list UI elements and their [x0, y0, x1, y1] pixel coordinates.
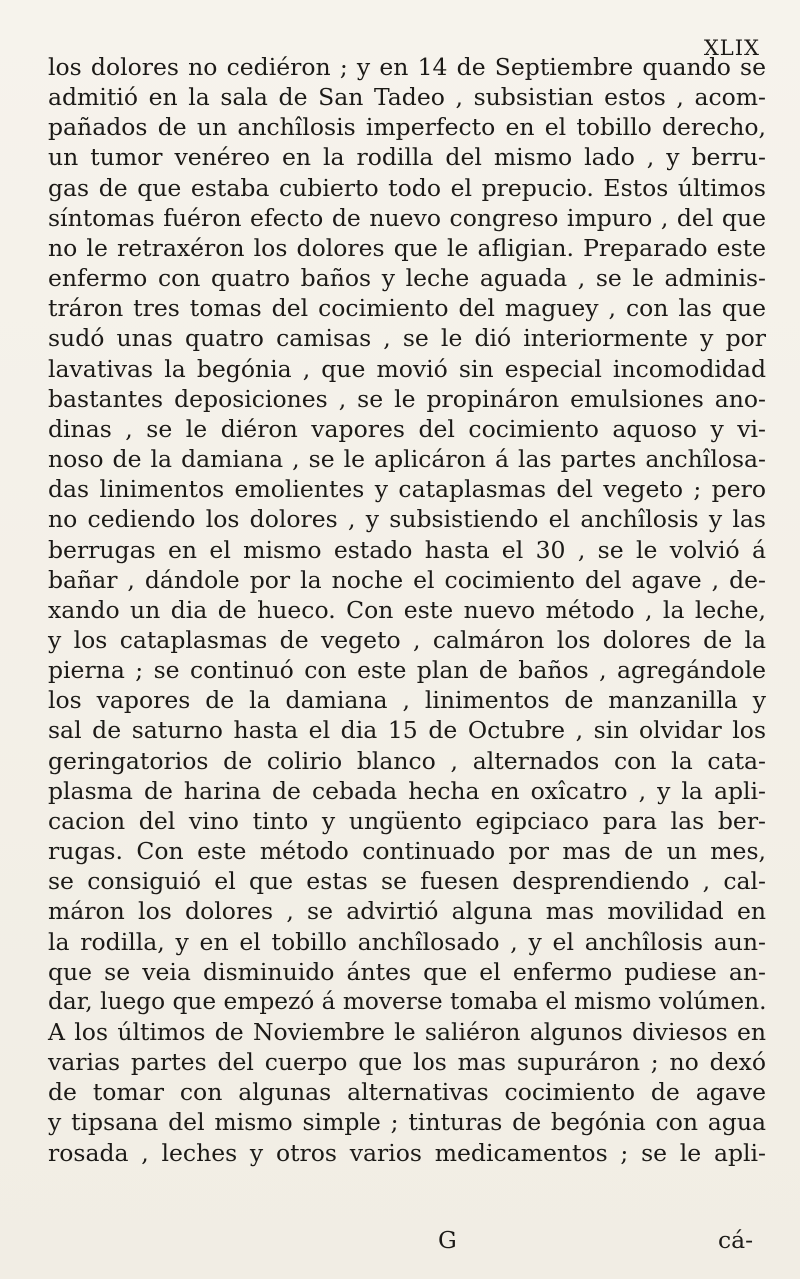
- page-folio: XLIX: [703, 36, 760, 60]
- text-line: no le retraxéron los dolores que le afligian. Preparado este: [48, 233, 766, 262]
- text-line: gas de que estaba cubierto todo el prepucio. Estos últimos: [48, 173, 766, 202]
- text-line: sal de saturno hasta el dia 15 de Octubre , sin olvidar los: [48, 716, 766, 745]
- text-line: que se veia disminuido ántes que el enfermo pudiese an-: [48, 957, 766, 986]
- text-line: berrugas en el mismo estado hasta el 30 , se le volvió á: [48, 535, 766, 564]
- text-line: noso de la damiana , se le aplicáron á las partes anchîlosa-: [48, 445, 766, 474]
- text-line: síntomas fuéron efecto de nuevo congreso impuro , del que: [48, 203, 766, 232]
- text-line: das linimentos emolientes y cataplasmas del vegeto ; pero: [48, 475, 766, 504]
- text-line: la rodilla, y en el tobillo anchîlosado , y el anchîlosis aun-: [48, 927, 766, 956]
- text-line: tráron tres tomas del cocimiento del maguey , con las que: [48, 294, 766, 323]
- text-line: xando un dia de hueco. Con este nuevo método , la leche,: [48, 595, 766, 624]
- text-line: máron los dolores , se advirtió alguna mas movilidad en: [48, 897, 766, 926]
- text-line: rugas. Con este método continuado por mas de un mes,: [48, 837, 766, 866]
- text-line: pierna ; se continuó con este plan de baños , agregándole: [48, 656, 766, 685]
- text-line: sudó unas quatro camisas , se le dió interiormente y por: [48, 324, 766, 353]
- text-line: geringatorios de colirio blanco , alternados con la cata-: [48, 746, 766, 775]
- text-line: los vapores de la damiana , linimentos de manzanilla y: [48, 686, 766, 715]
- page-footer: [0, 1226, 800, 1266]
- text-line: admitió en la sala de San Tadeo , subsistian estos , acom-: [48, 83, 766, 112]
- text-line: y los cataplasmas de vegeto , calmáron los dolores de la: [48, 625, 766, 654]
- body-text: [48, 52, 766, 1168]
- text-line: A los últimos de Noviembre le saliéron algunos diviesos en: [48, 1018, 766, 1046]
- text-line: rosada , leches y otros varios medicamentos ; se le apli-: [48, 1138, 766, 1167]
- text-line: plasma de harina de cebada hecha en oxîcatro , y la apli-: [48, 776, 766, 805]
- text-line: de tomar con algunas alternativas cocimiento de agave: [48, 1078, 766, 1107]
- text-line: los dolores no cediéron ; y en 14 de Septiembre quando se: [48, 53, 766, 81]
- text-line: y tipsana del mismo simple ; tinturas de begónia con agua: [48, 1108, 766, 1137]
- text-line: bastantes deposiciones , se le propináron emulsiones ano-: [48, 384, 766, 413]
- text-line: se consiguió el que estas se fuesen desprendiendo , cal-: [48, 867, 766, 896]
- signature-mark: G: [438, 1226, 457, 1254]
- text-line: dinas , se le diéron vapores del cocimiento aquoso y vi-: [48, 414, 766, 443]
- catchword: cá-: [718, 1226, 754, 1254]
- text-line: un tumor venéreo en la rodilla del mismo lado , y berru-: [48, 143, 766, 172]
- text-line: dar, luego que empezó á moverse tomaba el mismo volúmen.: [48, 987, 767, 1015]
- text-line: enfermo con quatro baños y leche aguada , se le adminis-: [48, 264, 766, 293]
- text-line: lavativas la begónia , que movió sin especial incomodidad: [48, 354, 766, 383]
- text-line: bañar , dándole por la noche el cocimiento del agave , de-: [48, 565, 766, 594]
- text-line: cacion del vino tinto y ungüento egipciaco para las ber-: [48, 806, 766, 835]
- text-line: no cediendo los dolores , y subsistiendo el anchîlosis y las: [48, 505, 766, 534]
- text-line: pañados de un anchîlosis imperfecto en el tobillo derecho,: [48, 113, 766, 142]
- text-line: varias partes del cuerpo que los mas supuráron ; no dexó: [48, 1048, 766, 1077]
